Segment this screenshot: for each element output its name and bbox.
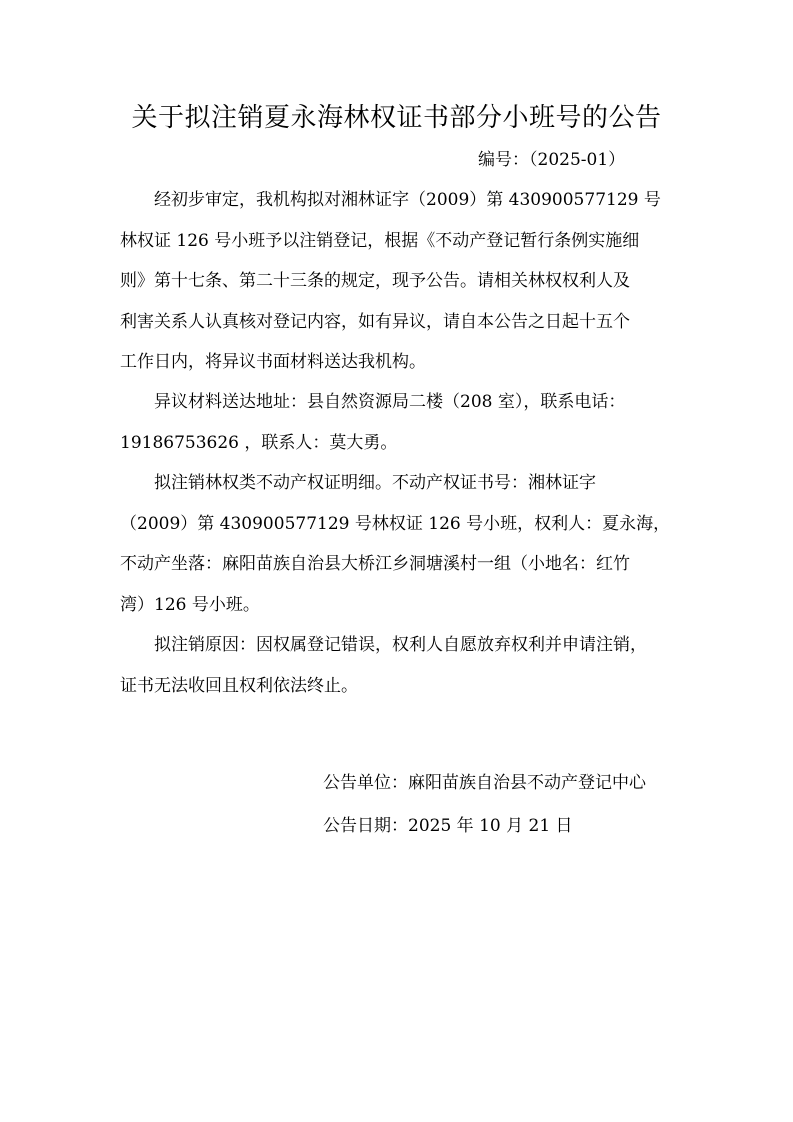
paragraph-contact-info bbox=[120, 382, 680, 463]
signature-unit: 公告单位：麻阳苗族自治县不动产登记中心 bbox=[323, 773, 646, 793]
paragraph-line: 不动产坐落：麻阳苗族自治县大桥江乡洞塘溪村一组（小地名：红竹 bbox=[120, 554, 630, 574]
paragraph-line: 林权证 126 号小班予以注销登记，根据《不动产登记暂行条例实施细 bbox=[120, 230, 640, 251]
notice-serial-number: 编号：（2025-01） bbox=[478, 150, 626, 170]
paragraph-line: 拟注销林权类不动产权证明细。不动产权证书号：湘林证字 bbox=[154, 473, 596, 493]
paragraph-line: 则》第十七条、第二十三条的规定，现予公告。请相关林权权利人及 bbox=[120, 271, 630, 291]
notice-title: 关于拟注销夏永海林权证书部分小班号的公告 bbox=[131, 103, 662, 133]
paragraph-line: 工作日内，将异议书面材料送达我机构。 bbox=[120, 352, 426, 372]
paragraph-line: 湾）126 号小班。 bbox=[120, 594, 260, 615]
paragraph-cancellation-reason bbox=[120, 625, 680, 706]
paragraph-line: 拟注销原因：因权属登记错误，权利人自愿放弃权利并申请注销， bbox=[154, 635, 647, 655]
paragraph-certificate-details bbox=[120, 463, 680, 625]
signature-date: 公告日期：2025 年 10 月 21 日 bbox=[323, 816, 573, 836]
paragraph-line: （2009）第 430900577129 号林权证 126 号小班，权利人：夏永海， bbox=[120, 513, 671, 534]
paragraph-line: 19186753626 ，联系人：莫大勇。 bbox=[120, 432, 398, 453]
paragraph-line: 异议材料送达地址：县自然资源局二楼（208 室），联系电话： bbox=[154, 392, 626, 412]
paragraph-objection-notice bbox=[120, 180, 680, 383]
paragraph-line: 利害关系人认真核对登记内容，如有异议，请自本公告之日起十五个 bbox=[120, 311, 630, 332]
paragraph-line: 经初步审定，我机构拟对湘林证字（2009）第 430900577129 号 bbox=[154, 190, 661, 210]
paragraph-line: 证书无法收回且权利依法终止。 bbox=[120, 675, 358, 696]
